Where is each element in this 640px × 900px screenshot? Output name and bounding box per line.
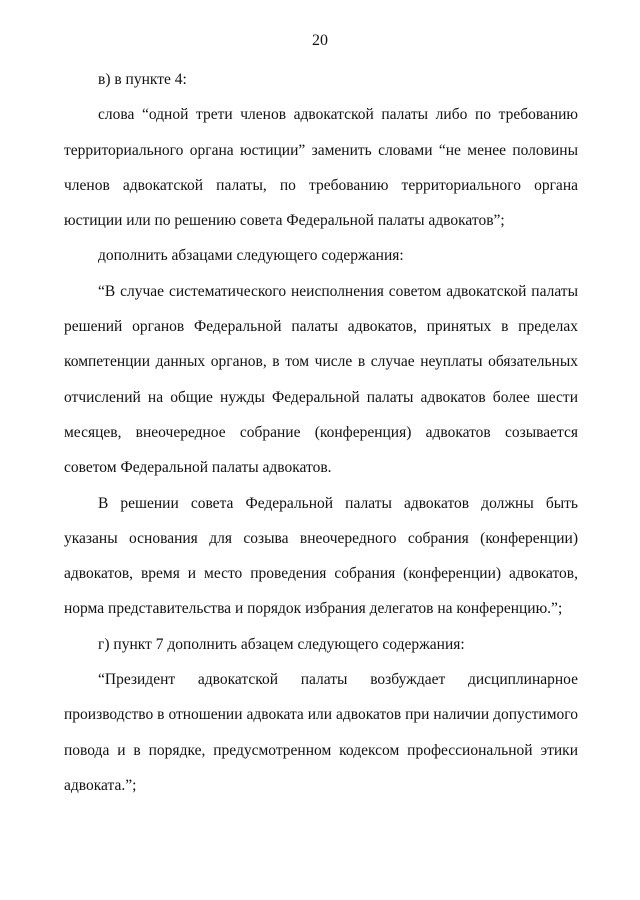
paragraph-council-decision: В решении совета Федеральной палаты адвокатов должны быть указаны основания для созыва внеочередного собрания (конференции) адвокатов, время и место проведения собрания (конференции) адвокатов, норма представительства и порядок избрания делегатов на конференцию.”; [64,494,578,618]
paragraph-item-v: в) в пункте 4: [98,71,187,88]
paragraph-systematic-failure: “В случае систематического неисполнения советом адвокатской палаты решений органов Федеральной палаты адвокатов, принятых в пределах компетенции данных органов, в том числе в случае неуплаты обязательных отчислений на общие нужды Федеральной палаты адвокатов более шести месяцев, внеочередное собрание (конференция) адвокатов созывается советом Федеральной палаты адвокатов. [64,282,578,477]
page-number: 20 [312,32,328,49]
paragraph-words-replacement: слова “одной трети членов адвокатской палаты либо по требованию территориального органа юстиции” заменить словами “не менее половины членов адвокатской палаты, по требованию территориального органа юстиции или по решению совета Федеральной палаты адвокатов”; [64,106,578,230]
paragraph-president-proceedings: “Президент адвокатской палаты возбуждает дисциплинарное производство в отношении адвоката или адвокатов при наличии допустимого повода и в порядке, предусмотренном кодексом профессиональной этики адвоката.”; [64,671,578,794]
paragraph-add-clauses: дополнить абзацами следующего содержания: [98,247,404,265]
paragraph-item-g: г) пункт 7 дополнить абзацем следующего содержания: [98,635,465,653]
document-body [64,62,578,803]
